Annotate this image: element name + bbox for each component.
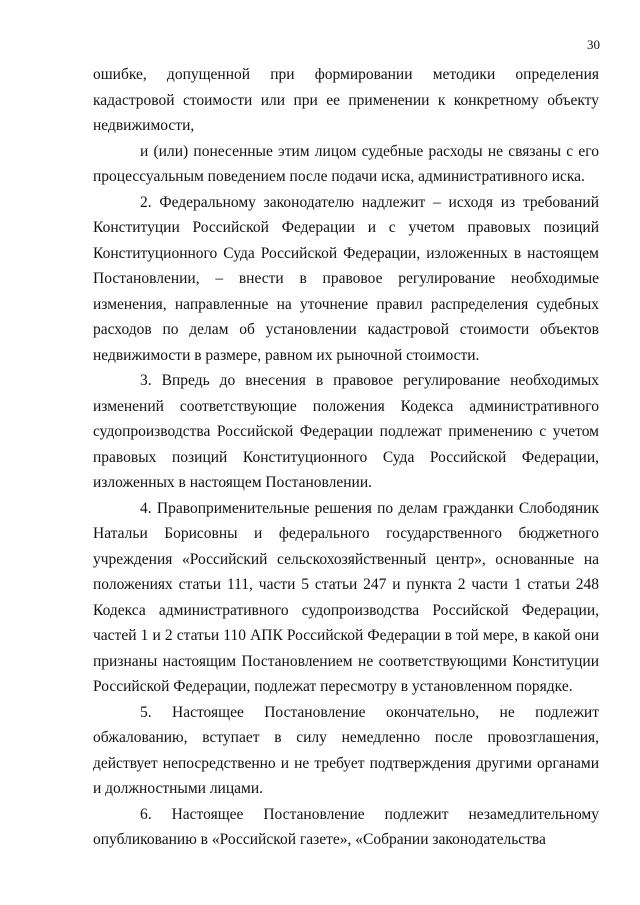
page-number: 30 <box>587 37 600 52</box>
paragraph-item-2: 2. Федеральному законодателю надлежит – исходя из требований Конституции Российской Федерации и с учетом правовых позиций Конституционного Суда Российской Федерации, изложенных в настоящем Постановлении, – внести в правовое регулирование необходимые изменения, направленные на уточнение правил распределения судебных расходов по делам об установлении кадастровой стоимости объектов недвижимости в размере, равном их рыночной стоимости. <box>93 193 599 364</box>
paragraph-continuation: ошибке, допущенной при формировании методики определения кадастровой стоимости или при ее применении к конкретному объекту недвижимости, <box>93 66 599 134</box>
paragraph-item-6: 6. Настоящее Постановление подлежит незамедлительному опубликованию в «Российской газете», «Собрании законодательства <box>93 805 599 848</box>
paragraph-item-3: 3. Впредь до внесения в правовое регулирование необходимых изменений соответствующие положения Кодекса административного судопроизводства Российской Федерации подлежат применению с учетом правовых позиций Конституционного Суда Российской Федерации, изложенных в настоящем Постановлении. <box>93 372 599 491</box>
paragraph-item-5: 5. Настоящее Постановление окончательно, не подлежит обжалованию, вступает в силу немедленно после провозглашения, действует непосредственно и не требует подтверждения другими органами и должностными лицами. <box>93 703 599 797</box>
body-text <box>93 62 599 853</box>
paragraph-item-4: 4. Правоприменительные решения по делам гражданки Слободяник Натальи Борисовны и федерального государственного бюджетного учреждения «Российский сельскохозяйственный центр», основанные на положениях статьи 111, части 5 статьи 247 и пункта 2 части 1 статьи 248 Кодекса административного судопроизводства Российской Федерации, частей 1 и 2 статьи 110 АПК Российской Федерации в той мере, в какой они признаны настоящим Постановлением не соответствующими Конституции Российской Федерации, подлежат пересмотру в установленном порядке. <box>93 499 599 695</box>
paragraph-conditions: и (или) понесенные этим лицом судебные расходы не связаны с его процессуальным поведением после подачи иска, административного иска. <box>93 142 599 185</box>
